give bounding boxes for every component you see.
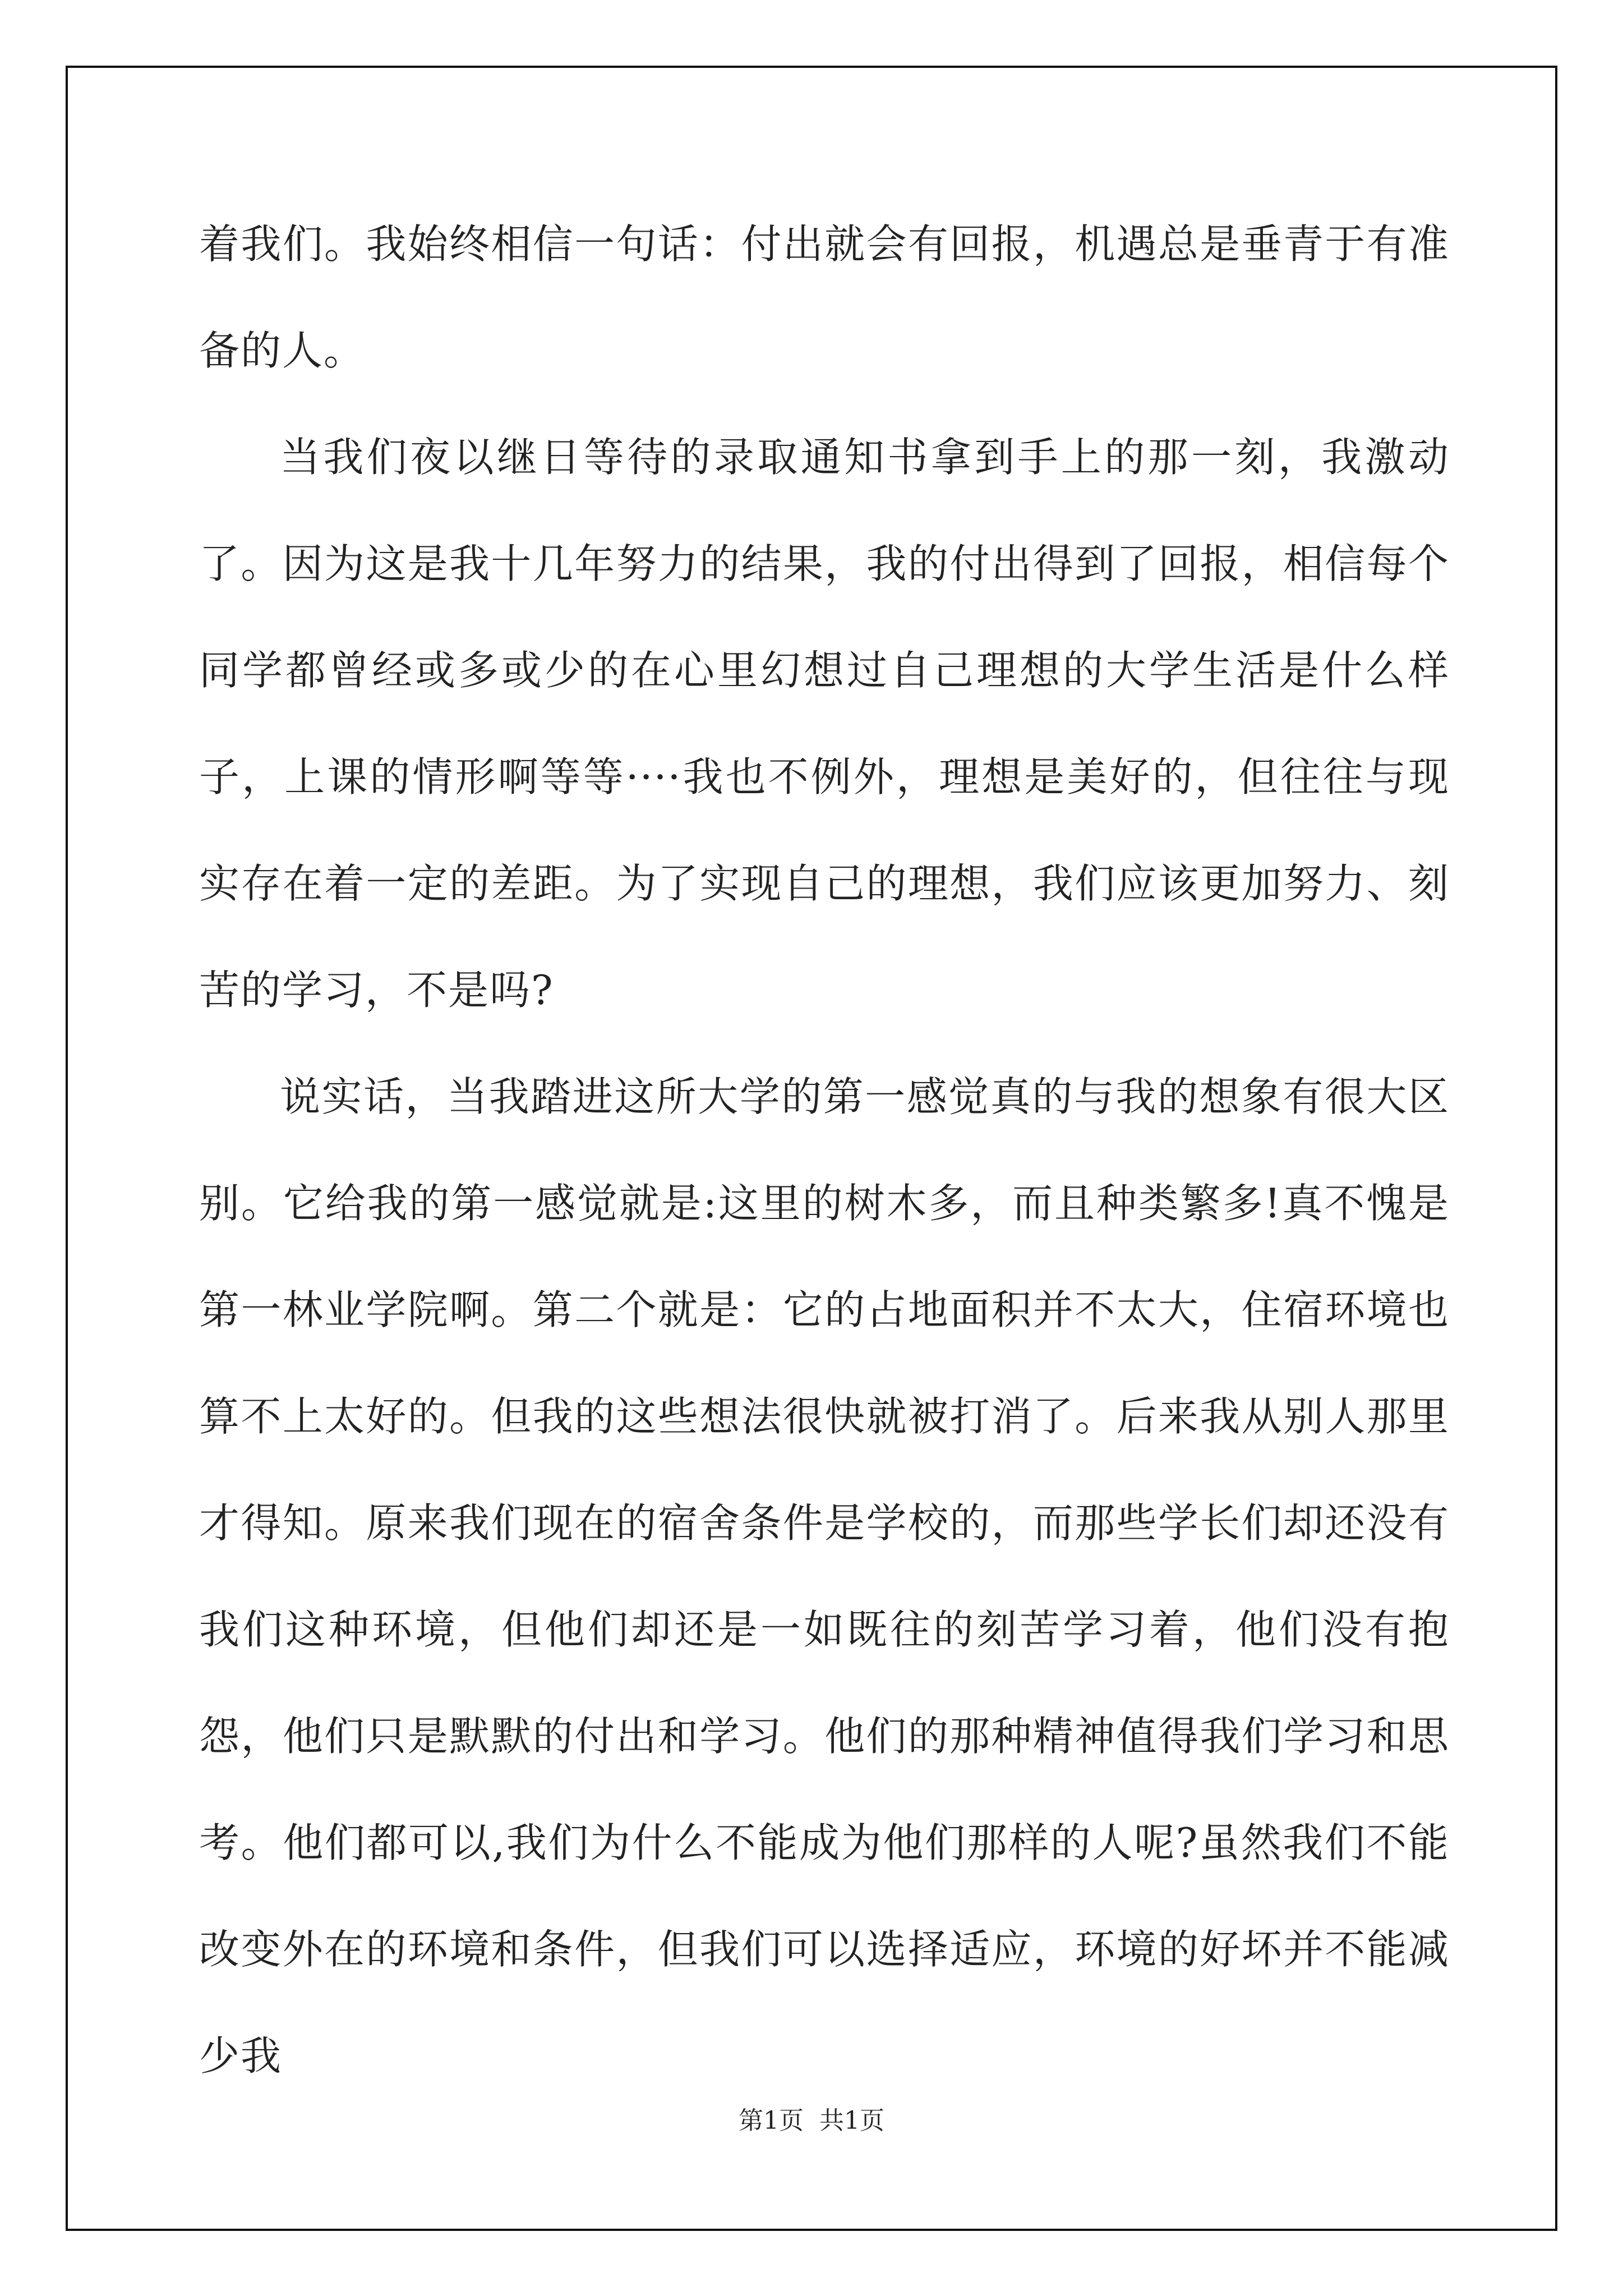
paragraph-1: 着我们。我始终相信一句话：付出就会有回报，机遇总是垂青于有准备的人。 [199,220,1450,374]
page-footer [0,2100,1623,2136]
paragraph-2: 当我们夜以继日等待的录取通知书拿到手上的那一刻，我激动了。因为这是我十几年努力的结果，我的付出得到了回报，相信每个同学都曾经或多或少的在心里幻想过自己理想的大学生活是什么样子，上课的情形啊等等····我也不例外，理想是美好的，但往往与现实存在着一定的差距。为了实现自己的理想，我们应该更加努力、刻苦的学习，不是吗? [199,434,1450,1014]
paragraph-3: 说实话，当我踏进这所大学的第一感觉真的与我的想象有很大区别。它给我的第一感觉就是:这里的树木多，而且种类繁多!真不愧是第一林业学院啊。第二个就是：它的占地面积并不太大，住宿环境也算不上太好的。但我的这些想法很快就被打消了。后来我从别人那里才得知。原来我们现在的宿舍条件是学校的，而那些学长们却还没有我们这种环境，但他们却还是一如既往的刻苦学习着，他们没有抱怨，他们只是默默的付出和学习。他们的那种精神值得我们学习和思考。他们都可以,我们为什么不能成为他们那样的人呢?虽然我们不能改变外在的环境和条件，但我们可以选择适应，环境的好坏并不能减少我 [199,1073,1450,2079]
page-number-current: 第1页 [739,2106,804,2135]
document-body [199,191,1450,2109]
page-number-total: 共1页 [819,2106,884,2135]
